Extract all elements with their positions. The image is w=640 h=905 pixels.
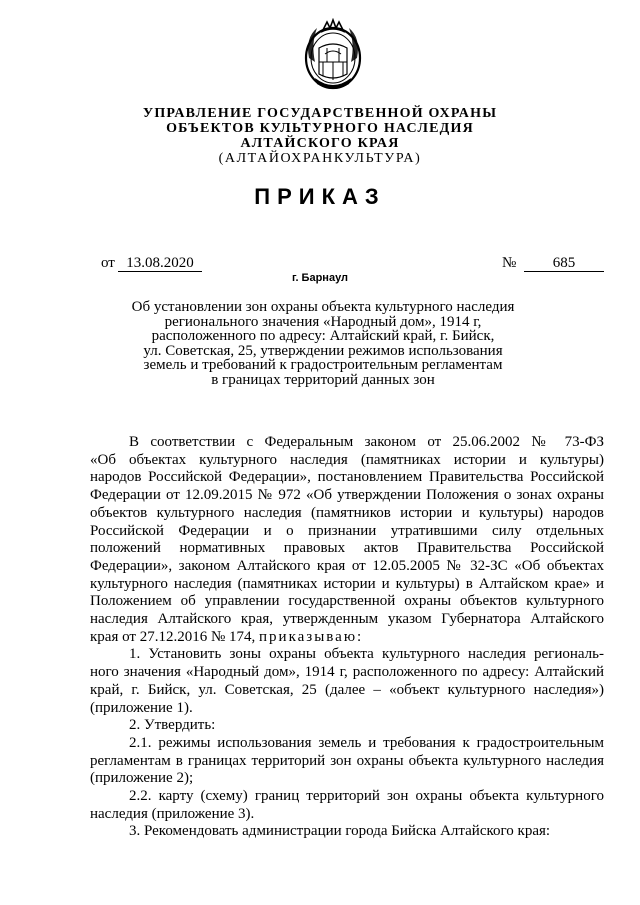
preamble-end: края от 27.12.2016 № 174, [90, 628, 256, 645]
title-line: Об установлении зон охраны объекта культурного наследия [131, 299, 515, 315]
document-date: 13.08.2020 [118, 255, 202, 272]
org-line: УПРАВЛЕНИЕ ГОСУДАРСТВЕННОЙ ОХРАНЫ [142, 106, 498, 121]
document-type-heading: ПРИКАЗ [254, 184, 386, 209]
body-line: народов Российской Федерации», постановлением Правительства Российской [90, 469, 604, 486]
body-line: Российской Федерации и о признании утратившими силу отдельных [90, 522, 604, 539]
body-line [90, 629, 604, 647]
item-1-line: 1. Установить зоны охраны объекта культурного наследия региональ- [129, 646, 604, 663]
item-2-2-line: наследия (приложение 3). [90, 805, 255, 822]
body-line: «Об объектах культурного наследия (памятниках истории и культуры) [90, 451, 604, 468]
organization-name [0, 106, 640, 166]
body-line: Федерации от 12.09.2015 № 972 «Об утверждении Положения о зонах охраны [90, 487, 604, 504]
org-line: АЛТАЙСКОГО КРАЯ [240, 136, 400, 151]
item-2-2-line: 2.2. карту (схему) границ территорий зон охраны объекта культурного [129, 788, 604, 805]
title-line: регионального значения «Народный дом», 1914 г, [164, 313, 482, 330]
title-line: земель и требований к градостроительным регламентам [143, 357, 503, 373]
number-label: № [502, 255, 517, 271]
body-line: В соответствии с Федеральным законом от 25.06.2002 № 73-ФЗ [129, 434, 604, 450]
org-line: ОБЪЕКТОВ КУЛЬТУРНОГО НАСЛЕДИЯ [166, 121, 474, 136]
body-line: положений нормативных правовых актов Правительства Российской [90, 540, 604, 557]
item-2-1-line: 2.1. режимы использования земель и требования к градостроительным [129, 734, 604, 751]
title-line: расположенного по адресу: Алтайский край, г. Бийск, [151, 328, 495, 344]
body-line: объектов культурного наследия (памятников истории и культуры) народов [90, 504, 604, 521]
title-line: ул. Советская, 25, утверждении режимов использования [143, 342, 503, 359]
item-2-1-line: (приложение 2); [90, 770, 194, 787]
item-2-1-line: регламентам в границах территорий зон охраны объекта культурного наследия [90, 752, 604, 769]
title-line: в границах территорий данных зон [211, 371, 435, 388]
body-line: культурного наследия (памятниках истории и культуры) в Алтайском крае» и [90, 575, 604, 592]
item-1-line: (приложение 1). [90, 699, 193, 716]
body-line: Положением об управлении государственной охраны объектов культурного [90, 593, 604, 610]
document-title [110, 300, 536, 387]
city-name: г. Барнаул [291, 272, 349, 284]
coat-of-arms-emblem [301, 18, 365, 92]
document-body [90, 434, 604, 841]
item-3-line: 3. Рекомендовать администрации города Бийска Алтайского края: [129, 823, 551, 840]
item-1-line: край, г. Бийск, ул. Советская, 25 (далее – «объект культурного наследия») [90, 681, 604, 698]
item-2-line: 2. Утвердить: [129, 717, 216, 734]
order-word: приказываю: [259, 628, 364, 645]
document-number: 685 [524, 255, 604, 272]
date-label: от [101, 255, 115, 271]
item-1-line: ного значения «Народный дом», 1914 г, расположенного по адресу: Алтайский [90, 664, 604, 681]
org-short-name: (АЛТАЙОХРАНКУЛЬТУРА) [218, 151, 422, 166]
body-line: наследия Алтайского края, утвержденным указом Губернатора Алтайского [90, 611, 604, 628]
body-line: Федерации», законом Алтайского края от 12.05.2005 № 32-ЗС «Об объектах [90, 557, 604, 574]
